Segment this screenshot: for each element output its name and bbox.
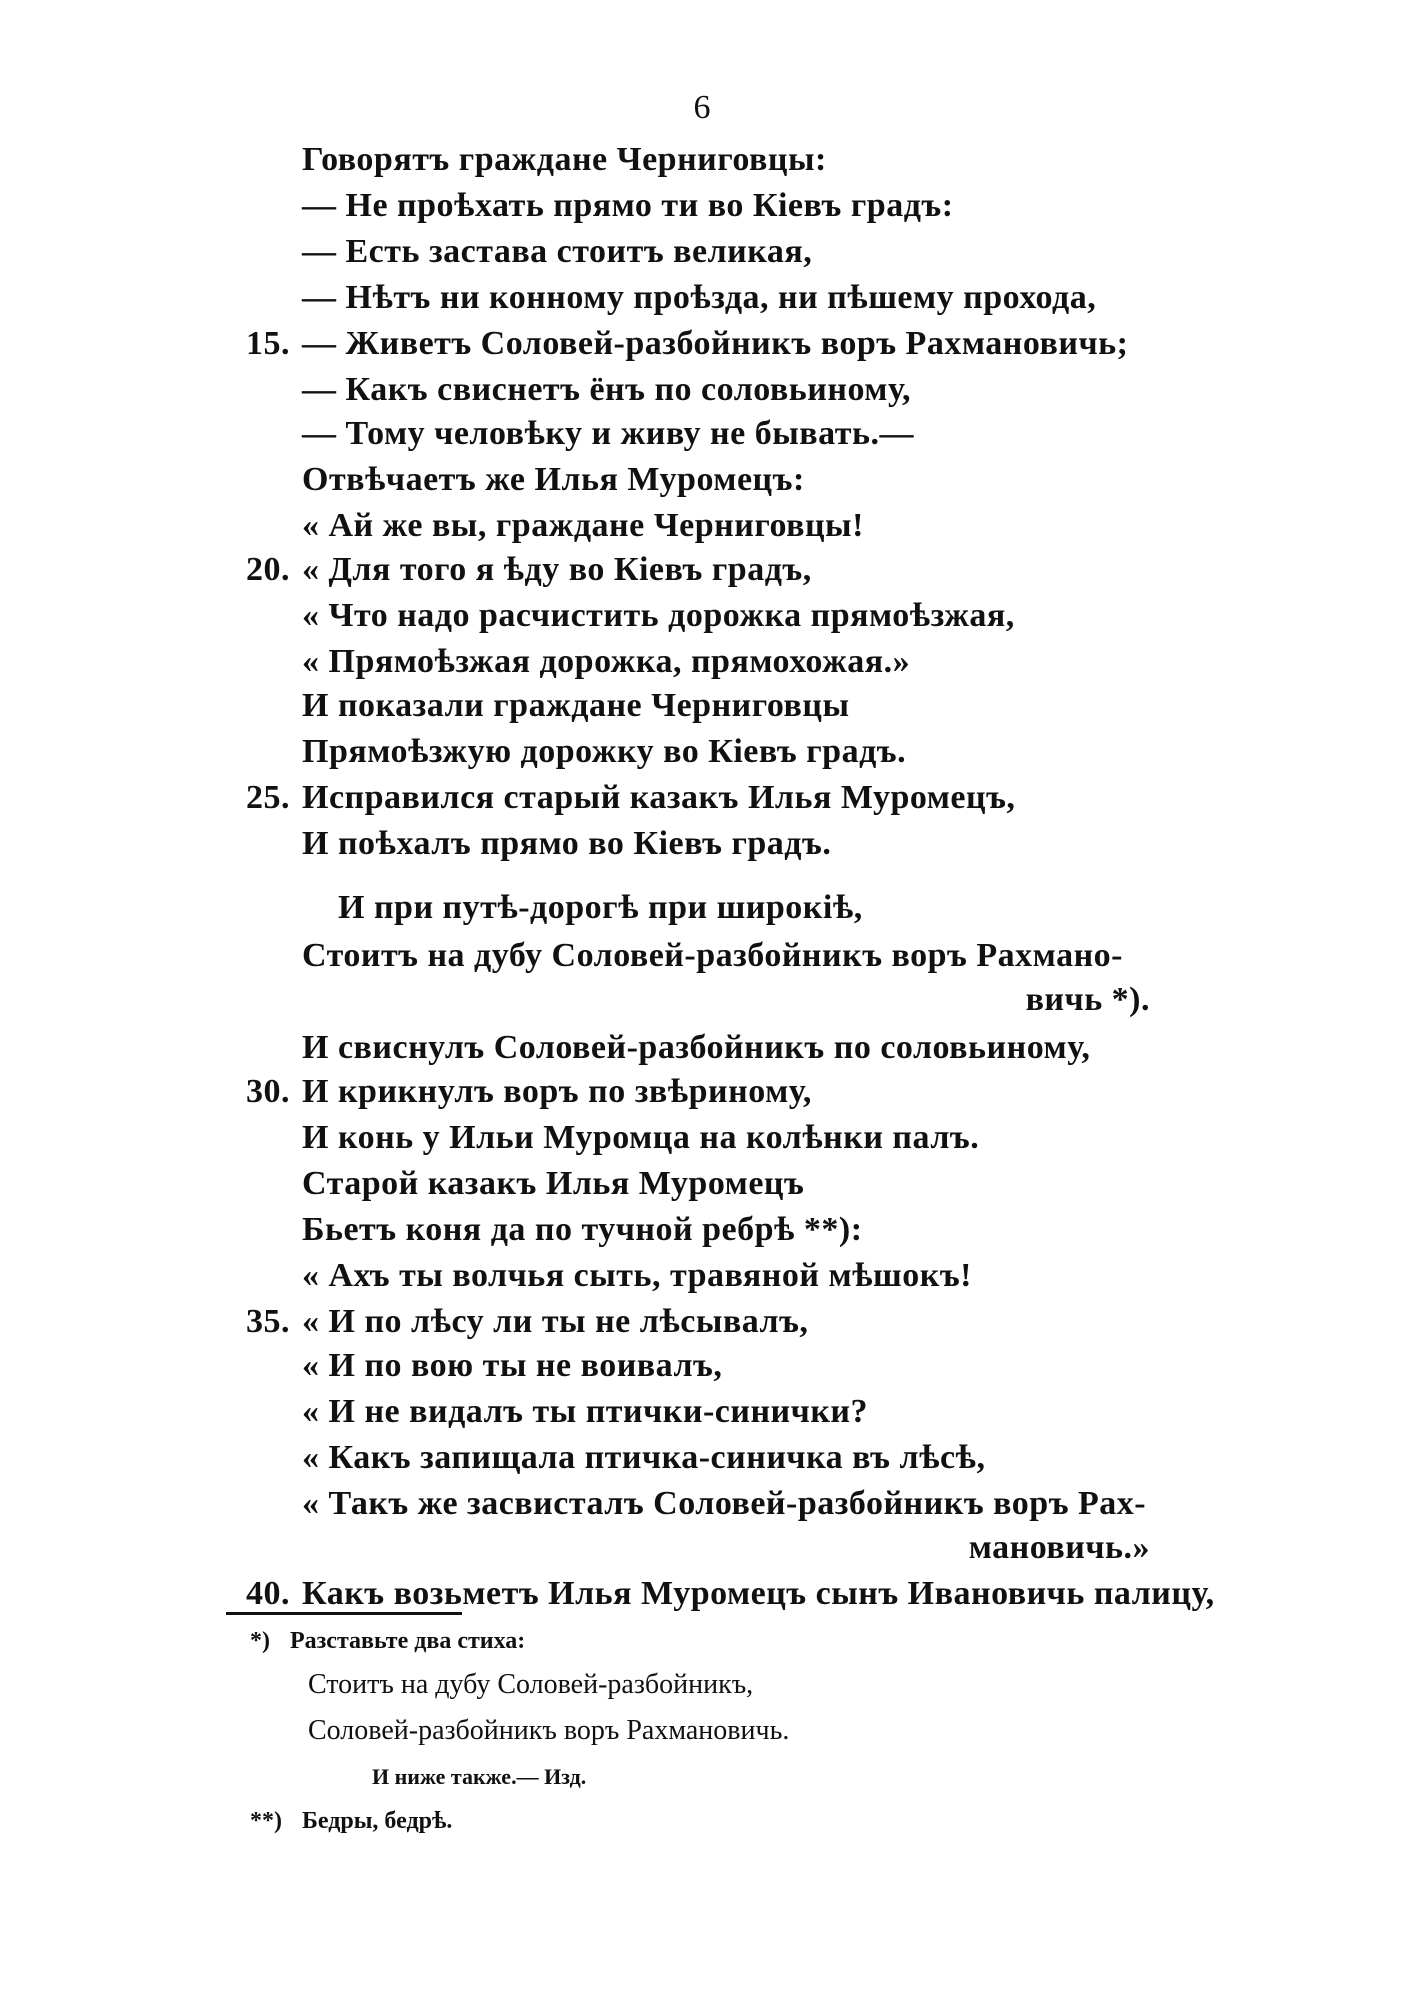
footnote-2-marker: **) [250, 1808, 282, 1834]
verse-text: Бьетъ коня да по тучной ребрѣ **): [302, 1211, 863, 1248]
verse-text: И поѣхалъ прямо во Кіевъ градъ. [302, 825, 832, 862]
verse-text: Исправился старый казакъ Илья Муромецъ, [302, 779, 1016, 816]
footnote-1-intro: Разставьте два стиха: [290, 1628, 526, 1654]
page-number: 6 [693, 89, 711, 126]
verse-text: « И по лѣсу ли ты не лѣсывалъ, [302, 1303, 809, 1340]
verse-text: « Прямоѣзжая дорожка, прямохожая.» [302, 643, 911, 680]
line-number: 15. [246, 325, 290, 362]
verse-text: « Какъ запищала птичка-синичка въ лѣсѣ, [302, 1439, 986, 1476]
verse-text: « Такъ же засвисталъ Соловей-разбойникъ воръ Рах- [302, 1485, 1147, 1522]
verse-text: Старой казакъ Илья Муромецъ [302, 1165, 805, 1202]
line-number: 25. [246, 779, 290, 816]
line-number: 20. [246, 551, 290, 588]
verse-text: — Тому человѣку и живу не бывать.— [302, 415, 914, 452]
verse-text: — Есть застава стоитъ великая, [302, 233, 813, 270]
footnote-1-line-1: Стоитъ на дубу Соловей-разбойникъ, [308, 1669, 754, 1700]
verse-text: И показали граждане Черниговцы [302, 687, 850, 724]
verse-text: И крикнулъ воръ по звѣриному, [302, 1073, 812, 1110]
line-number: 30. [246, 1073, 290, 1110]
verse-text: — Какъ свиснетъ ёнъ по соловьиному, [302, 371, 912, 408]
verse-text: Стоитъ на дубу Соловей-разбойникъ воръ Рахмано- [302, 937, 1123, 974]
verse-text: — Нѣтъ ни конному проѣзда, ни пѣшему прохода, [302, 279, 1097, 316]
footnote-1-note: И ниже также.— Изд. [372, 1764, 587, 1789]
line-number: 40. [246, 1575, 290, 1612]
line-number: 35. [246, 1303, 290, 1340]
verse-continuation: мановичь.» [968, 1529, 1150, 1566]
verse-text: Прямоѣзжую дорожку во Кіевъ градъ. [302, 733, 907, 770]
verse-text: Отвѣчаетъ же Илья Муромецъ: [302, 461, 805, 498]
verse-text: — Живетъ Соловей-разбойникъ воръ Рахмановичь; [302, 325, 1129, 362]
verse-text: « И не видалъ ты птички-синички? [302, 1393, 868, 1430]
footnote-2-text: Бедры, бедрѣ. [302, 1808, 453, 1834]
verse-text: « Ай же вы, граждане Черниговцы! [302, 507, 864, 544]
verse-text: И при путѣ-дорогѣ при широкіѣ, [338, 889, 863, 926]
verse-text: « Что надо расчистить дорожка прямоѣзжая, [302, 597, 1015, 634]
verse-text: И свиснулъ Соловей-разбойникъ по соловьиному, [302, 1029, 1091, 1066]
verse-text: И конь у Ильи Муромца на колѣнки палъ. [302, 1119, 980, 1156]
verse-text: « Для того я ѣду во Кіевъ градъ, [302, 551, 812, 588]
verse-continuation: вичь *). [1025, 981, 1150, 1018]
verse-text: « Ахъ ты волчья сыть, травяной мѣшокъ! [302, 1257, 972, 1294]
verse-text: — Не проѣхать прямо ти во Кіевъ градъ: [302, 187, 954, 224]
verse-text: « И по вою ты не воивалъ, [302, 1347, 723, 1384]
verse-text: Какъ возьметъ Илья Муромецъ сынъ Ивановичь палицу, [302, 1575, 1215, 1612]
footnote-1-marker: *) [250, 1628, 270, 1654]
footnote-1-line-2: Соловей-разбойникъ воръ Рахмановичь. [308, 1715, 790, 1746]
footnote-rule [226, 1612, 462, 1615]
verse-text: Говорятъ граждане Черниговцы: [302, 141, 827, 178]
